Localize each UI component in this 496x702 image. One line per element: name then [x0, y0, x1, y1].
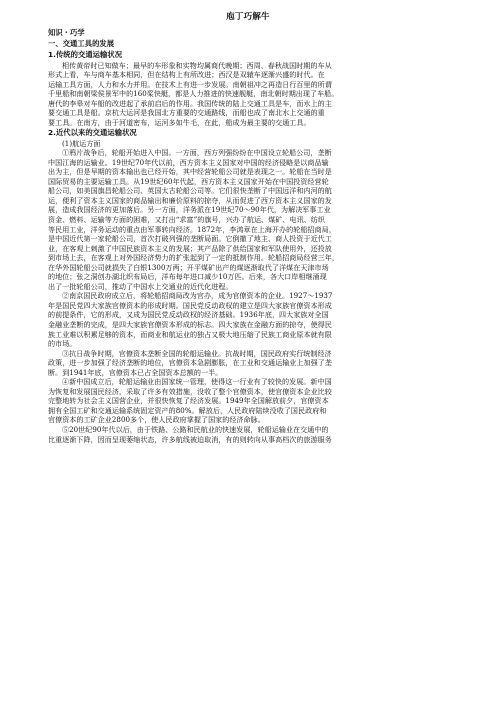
paragraph-line: 的市场。 — [48, 339, 77, 349]
paragraph-line: 相传黄帝时已知做车；最早的车形象和实物均属商代晚期；西周、春秋战国时期的车从 — [62, 60, 332, 70]
paragraph-line: 拥有全国工矿和交通运输系统固定资产的80%。解放后，人民政府陆续没收了国民政府和 — [48, 405, 327, 415]
paragraph-line: ④新中国成立后，轮船运输业由国家统一管理，使得这一行业有了较快的发展。新中国 — [62, 377, 332, 387]
paragraph-line: 等民用工业，洋务运动的重点由军事转向经济。1872年，李鸿章在上海开办的轮船招商局， — [48, 224, 336, 234]
paragraph-line: ②南京国民政府成立后，将轮船招商局改为官办，成为官僚资本的企业。1927～1937 — [62, 291, 333, 301]
paragraph-line: 的地位；张之洞创办湖北织布局后，洋布每年进口减少10万匹。后来，各大口岸相继涌现 — [48, 272, 327, 282]
paragraph-line: 千里船和南朝梁侯景军中的160桨快艇，都是人力推进的快速舰艇，南北朝时期出现了车船。 — [48, 89, 339, 99]
paragraph-line: 在华外国轮船公司就损失了白银1300万两；开平煤矿出产的煤逐渐取代了洋煤在天津市场 — [48, 262, 329, 272]
paragraph-line: 资金、燃料、运输等方面的困难，又打出“求富”的旗号，兴办了航运、煤矿、电讯、纺织 — [48, 214, 325, 224]
paragraph-line: 金融业垄断的完成，是四大家族官僚资本形成的标志。四大家族在金融方面的掠夺，使得民 — [48, 319, 332, 329]
section-heading: 2.近代以来的交通运输状况 — [48, 128, 137, 138]
paragraph-line: 比重逐渐下降，因而呈现萎缩状态，许多航线被迫取消，有的则转向从事高档次的旅游服务 — [48, 434, 332, 444]
paragraph-line: 唐代的李皋对车船的改进起了承前启后的作用。我国传统的陆上交通工具是车，而水上的主 — [48, 98, 332, 108]
section-heading: 1.传统的交通运输状况 — [48, 50, 123, 60]
paragraph-line: 展，造成我国经济的更加落后。另一方面，洋务派在19世纪70～90年代，为解决军事工业 — [48, 205, 331, 215]
paragraph-line: 出为主，但是早期的资本输出也已经开始，其中经营轮船公司就是表现之一。轮船在当时是 — [48, 167, 332, 177]
paragraph-line: 运输工具方面，人力和水力并用。在技术上有进一步发展。南朝祖冲之再造日行百里的所谓 — [48, 79, 332, 89]
paragraph-line: 的前提条件，它的形成，又成为国民党反动政权的经济基础。1936年底，四大家族对全国 — [48, 310, 329, 320]
paragraph-line: 为恢复和发展国民经济，采取了许多有效措施，没收了整个官僚资本，使官僚资本企业比较 — [48, 386, 332, 396]
paragraph-line: 中国江海的运输业。19世纪70年代以前，西方资本主义国家对中国的经济侵略是以商品输 — [48, 157, 329, 167]
paragraph-line: 形式上看，车与商车基本相同，但在结构上有所改进；西汉是双辕车逐渐兴盛的时代。在 — [48, 70, 325, 80]
paragraph-line: 船公司，如美国旗昌轮船公司、英国太古轮船公司等。它们很快垄断了中国远洋和内河的航 — [48, 186, 332, 196]
paragraph-line: ⑤20世纪90年代以后，由于铁路、公路和民航业的快速发展，轮船运输业在交通中的 — [62, 424, 329, 434]
paragraph-line: 业，在客观上刺激了中国民族资本主义的发展；其产品除了供给国家和军队使用外，还投放 — [48, 243, 332, 253]
paragraph-line: ③抗日战争时期，官僚资本垄断全国的轮船运输业。抗战时期，国民政府实行统制经济 — [62, 348, 332, 358]
paragraph-line: 政策，进一步加强了经济垄断的地位，官僚资本急剧膨胀，在工业和交通运输业上加强了垄 — [48, 358, 332, 368]
paragraph-line: 运，便利了资本主义国家的商品输出和廉价原料的掠夺，从而促进了西方资本主义国家的发 — [48, 195, 332, 205]
paragraph-line: 年是国民党四大家族官僚资本的形成时期。国民党反动政权的建立是四大家族官僚资本形成 — [48, 300, 332, 310]
paragraph-line: 国际贸易的主要运输工具。从19世纪60年代起，西方资本主义国家开始在中国投资经营轮 — [48, 176, 329, 186]
paragraph-line: 要工具。在南方，由于河道密布，运河多如牛毛，在此，船成为最主要的交通工具。 — [48, 117, 311, 127]
paragraph-line: ①鸦片战争后，轮船开始进入中国。一方面，西方列强纷纷在中国设立轮船公司，垄断 — [62, 148, 332, 158]
document-title: 庖丁巧解牛 — [226, 12, 270, 22]
section-heading: 一、交通工具的发展 — [48, 39, 115, 49]
paragraph-line: 完整地转为社会主义国营企业，并很快恢复了经济发展。1949年全国解放前夕，官僚资本 — [48, 396, 329, 406]
section-heading: 知识・巧学 — [48, 28, 85, 37]
paragraph-line: 出了一批轮船公司，推动了中国水上交通业的近代化进程。 — [48, 281, 233, 291]
paragraph-line: 断。到1941年底，官僚资本已占全国资本总额的一半。 — [48, 367, 223, 377]
paragraph-line: 是中国近代第一家轮船公司，首次打破列强的垄断局面。它倒撤了地主、商人投资于近代工 — [48, 234, 332, 244]
document-body — [48, 27, 450, 444]
paragraph-line: 官僚资本的工矿企业2800多个，使人民政府掌握了国家的经济命脉。 — [48, 415, 265, 425]
paragraph-line: (1)航运方面 — [62, 138, 101, 148]
paragraph-line: 族工业难以积累足够的资本，而商业和航运业的独占又极大地压缩了民族工商业原本就有限 — [48, 329, 332, 339]
paragraph-line: 要交通工具是船。京杭大运河是我国北方重要的交通路线，而船也成了南北水上交通的重 — [48, 108, 325, 118]
paragraph-line: 到市场上去，在客观上对外国经济势力的扩张起到了一定的抵制作用。轮船招商局经营三年， — [48, 253, 339, 263]
